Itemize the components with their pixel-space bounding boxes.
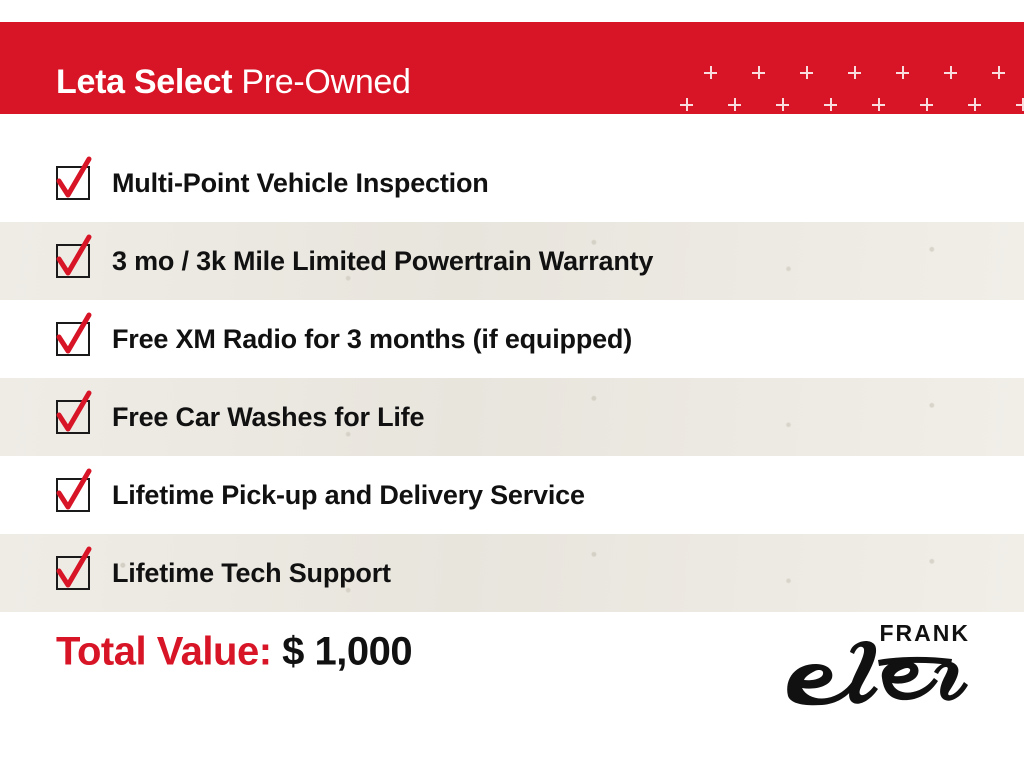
plus-icon [680,98,693,111]
checkbox[interactable] [56,244,90,278]
feature-list [0,144,1024,612]
plus-icon [776,98,789,111]
plus-icon [704,66,717,79]
plus-icon [1016,98,1024,111]
list-item-label: Multi-Point Vehicle Inspection [112,167,489,198]
list-item [0,378,1024,456]
checkbox[interactable] [56,478,90,512]
total-value-label: Total Value: [56,629,272,674]
list-item-label: 3 mo / 3k Mile Limited Powertrain Warranty [112,245,654,276]
list-item [0,144,1024,222]
list-item [0,456,1024,534]
checkbox[interactable] [56,400,90,434]
list-item-label: Lifetime Pick-up and Delivery Service [112,479,585,510]
plus-icon [728,98,741,111]
list-item-label: Free XM Radio for 3 months (if equipped) [112,323,633,354]
list-item-label: Free Car Washes for Life [112,401,425,432]
plus-icon [752,66,765,79]
total-value [56,630,412,675]
plus-icon [824,98,837,111]
page-title-light: Pre-Owned [241,63,411,101]
plus-icon [968,98,981,111]
brand-logo [782,618,972,718]
checkbox[interactable] [56,166,90,200]
plus-icon [872,98,885,111]
checkmark-icon [55,311,95,359]
plus-icon [800,66,813,79]
plus-icon [848,66,861,79]
checkbox[interactable] [56,322,90,356]
list-item [0,300,1024,378]
list-item-label: Lifetime Tech Support [112,557,391,588]
checkmark-icon [55,389,95,437]
page-title [56,63,411,101]
total-value-amount: $ 1,000 [282,629,413,674]
page-title-bold: Leta Select [56,63,233,101]
list-item [0,222,1024,300]
plus-icon [992,66,1005,79]
checkmark-icon [55,545,95,593]
list-item [0,534,1024,612]
checkmark-icon [55,233,95,281]
plus-icon [944,66,957,79]
checkmark-icon [55,155,95,203]
brand-logo-frank-text: FRANK [879,620,970,646]
brand-logo-leta-script [782,634,972,716]
plus-icon [920,98,933,111]
plus-icon [896,66,909,79]
checkmark-icon [55,467,95,515]
checkbox[interactable] [56,556,90,590]
plus-pattern-decoration [672,58,1012,114]
header-banner [0,22,1024,114]
